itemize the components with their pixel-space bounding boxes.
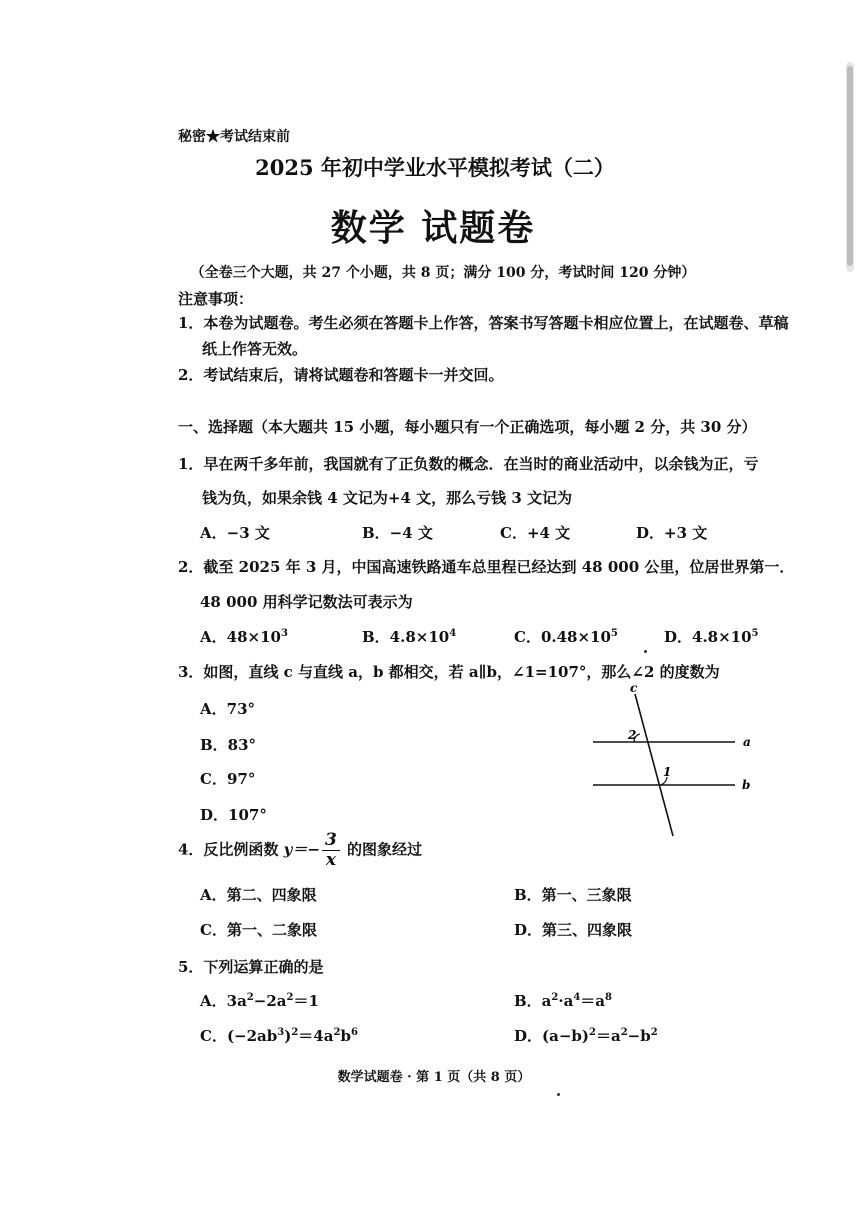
q3-option-c: C．97°	[200, 770, 256, 788]
question-2-line2: 48 000 用科学记数法可表示为	[200, 593, 413, 611]
notice-item-1-cont: 纸上作答无效。	[202, 340, 308, 358]
label-1: 1	[663, 765, 672, 779]
q2-option-c: C．$0.48\times 10^5$	[514, 628, 618, 646]
page-footer: 数学试题卷 · 第 1 页（共 8 页）	[337, 1070, 531, 1085]
q3-option-a: A．73°	[200, 700, 256, 718]
question-1-line2: 钱为负，如果余钱 4 文记为+4 文，那么亏钱 3 文记为	[202, 489, 572, 507]
q3-option-d: D．107°	[200, 806, 267, 824]
parallel-lines-figure	[585, 684, 765, 842]
label-2: 2	[628, 728, 637, 742]
q1-option-d: D．+3 文	[636, 524, 708, 542]
q4-option-c: C．第一、二象限	[200, 921, 317, 939]
label-b: b	[742, 778, 751, 792]
scan-speck	[557, 1093, 560, 1096]
q5-option-b: B．$a^2\cdot a^4=a^8$	[514, 992, 612, 1010]
scan-speck	[644, 650, 647, 653]
q1-option-a: A．−3 文	[200, 524, 270, 542]
label-c: c	[630, 684, 638, 695]
q2-option-d: D．$4.8\times 10^5$	[664, 628, 759, 646]
q4-option-a: A．第二、四象限	[200, 886, 317, 904]
q5-option-d: D．$(a-b)^2=a^2-b^2$	[514, 1027, 658, 1045]
question-4-line1: 4．反比例函数 y＝− $\frac{3}{x}$ 的图象经过	[178, 830, 423, 870]
question-1-line1: 1．早在两千多年前，我国就有了正负数的概念．在当时的商业活动中，以余钱为正，亏	[178, 455, 759, 473]
q5-option-c: C．$(-2ab^3)^2=4a^2b^6$	[200, 1027, 358, 1045]
exam-info: （全卷三个大题，共 27 个小题，共 8 页；满分 100 分，考试时间 120 分钟）	[190, 265, 696, 281]
q4-option-d: D．第三、四象限	[514, 921, 633, 939]
notice-heading: 注意事项：	[178, 290, 254, 308]
q1-option-b: B．−4 文	[362, 524, 433, 542]
label-a: a	[743, 735, 751, 749]
q2-option-b: B．$4.8\times 10^4$	[362, 628, 457, 646]
q2-option-a: A．$48\times 10^3$	[200, 628, 288, 646]
q3-option-b: B．83°	[200, 736, 257, 754]
question-3-line1: 3．如图，直线 c 与直线 a，b 都相交，若 a∥b，∠1=107°，那么∠2 的度数为	[178, 663, 720, 681]
question-2-line1: 2．截至 2025 年 3 月，中国高速铁路通车总里程已经达到 48 000 公里，位居世界第一．	[178, 558, 795, 576]
q5-option-a: A．$3a^2-2a^2=1$	[200, 992, 319, 1010]
q4-option-b: B．第一、三象限	[514, 886, 632, 904]
main-title: 数学 试题卷	[330, 207, 536, 249]
q1-option-c: C．+4 文	[500, 524, 571, 542]
fraction: $\frac{3}{x}$	[322, 832, 340, 869]
notice-item-1: 1．本卷为试题卷。考生必须在答题卡上作答，答案书写答题卡相应位置上，在试题卷、草稿	[178, 314, 789, 332]
section-heading: 一、选择题（本大题共 15 小题，每小题只有一个正确选项，每小题 2 分，共 30 分）	[178, 418, 757, 436]
question-5-line1: 5．下列运算正确的是	[178, 958, 324, 976]
notice-item-2: 2．考试结束后，请将试题卷和答题卡一并交回。	[178, 366, 504, 384]
confidential-mark: 秘密★考试结束前	[178, 129, 290, 145]
exam-title: 2025 年初中学业水平模拟考试（二）	[255, 155, 615, 180]
